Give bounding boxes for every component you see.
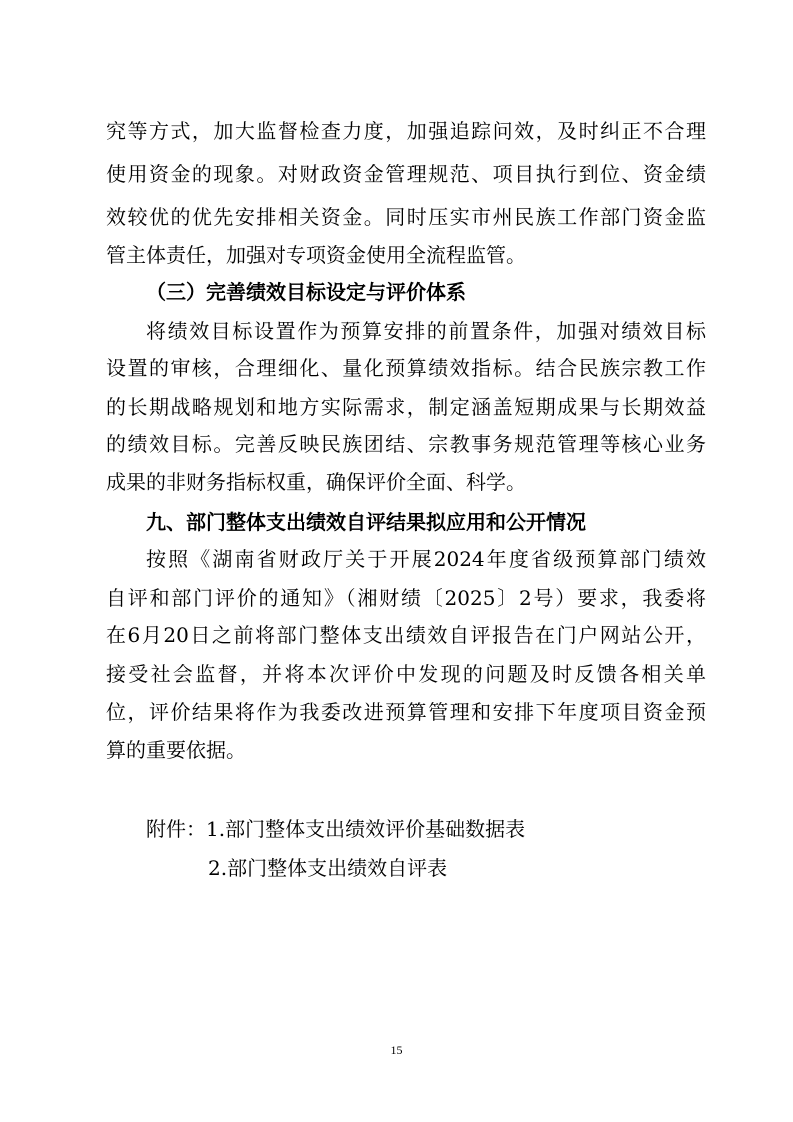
paragraph-line: 按照《湖南省财政厅关于开展2024年度省级预算部门绩效 [146, 547, 706, 571]
paragraph-line: 使用资金的现象。对财政资金管理规范、项目执行到位、资金绩 [106, 162, 706, 186]
paragraph-line: 成果的非财务指标权重，确保评价全面、科学。 [106, 470, 526, 494]
paragraph-line: 位，评价结果将作为我委改进预算管理和安排下年度项目资金预 [106, 700, 706, 724]
paragraph-line: 的长期战略规划和地方实际需求，制定涵盖短期成果与长期效益 [106, 395, 706, 419]
page-number: 15 [390, 1043, 403, 1057]
paragraph-line: 效较优的优先安排相关资金。同时压实市州民族工作部门资金监 [106, 205, 706, 229]
attachment-line: 附件：1.部门整体支出绩效评价基础数据表 [146, 817, 526, 841]
section-heading: （三）完善绩效目标设定与评价体系 [146, 280, 466, 304]
paragraph-line: 在6月20日之前将部门整体支出绩效自评报告在门户网站公开， [106, 623, 706, 647]
paragraph-line: 将绩效目标设置作为预算安排的前置条件，加强对绩效目标 [146, 319, 706, 343]
paragraph-line: 自评和部门评价的通知》（湘财绩〔2025〕2号）要求，我委将 [106, 586, 706, 610]
paragraph-line: 究等方式，加大监督检查力度，加强追踪问效，及时纠正不合理 [106, 119, 706, 143]
chapter-heading: 九、部门整体支出绩效自评结果拟应用和公开情况 [146, 510, 586, 534]
paragraph-line: 接受社会监督，并将本次评价中发现的问题及时反馈各相关单 [106, 662, 706, 686]
paragraph-line: 设置的审核，合理细化、量化预算绩效指标。结合民族宗教工作 [106, 356, 706, 380]
paragraph-line: 管主体责任，加强对专项资金使用全流程监管。 [106, 243, 526, 267]
paragraph-line: 的绩效目标。完善反映民族团结、宗教事务规范管理等核心业务 [106, 432, 706, 456]
attachment-line: 2.部门整体支出绩效自评表 [208, 856, 448, 880]
paragraph-line: 算的重要依据。 [106, 738, 246, 762]
